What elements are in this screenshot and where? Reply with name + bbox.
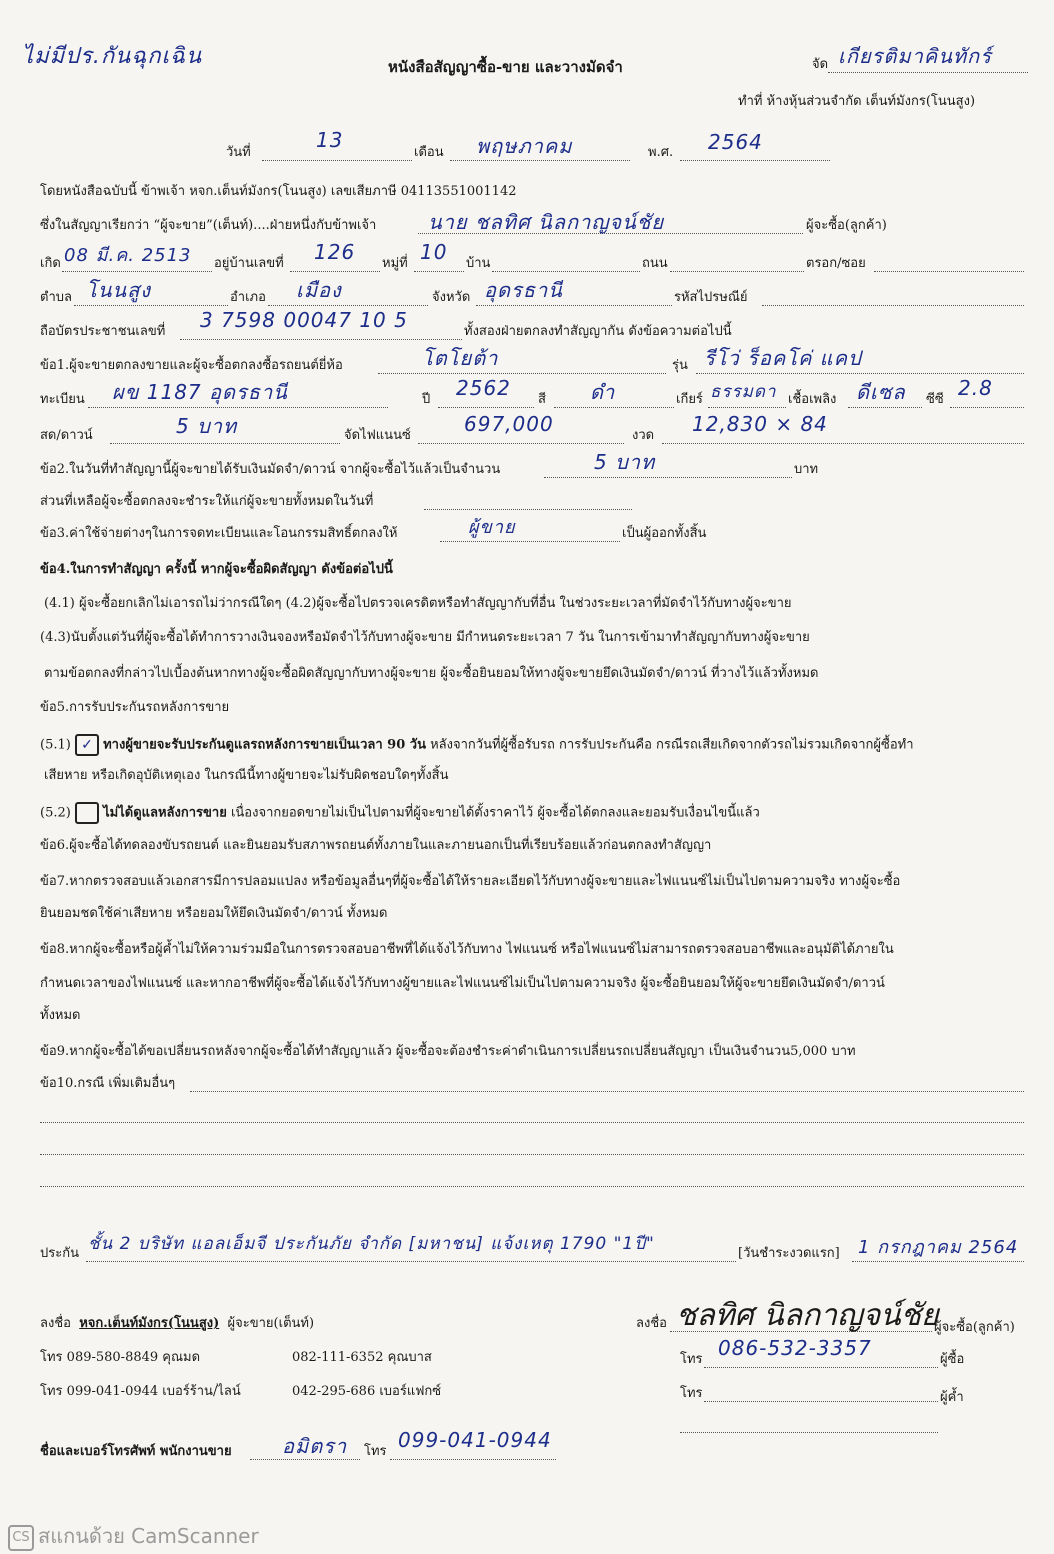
- district-label: อำเภอ: [230, 290, 266, 305]
- house-label: อยู่บ้านเลขที่: [214, 256, 284, 271]
- phone-3: โทร 099-041-0944 เบอร์ร้าน/ไลน์: [40, 1384, 241, 1399]
- year-value: 2564: [708, 130, 763, 154]
- buyer-phone: 086-532-3357: [718, 1336, 872, 1360]
- buyer-sign-role: ผู้จะซื้อ(ลูกค้า): [934, 1320, 1015, 1335]
- vehicle-color: ดำ: [590, 380, 616, 404]
- clause1-label: ข้อ1.ผู้จะขายตกลงขายและผู้จะซื้อตกลงซื้อรถยนต์ยี่ห้อ: [40, 358, 343, 373]
- born-value: 08 มี.ค. 2513: [64, 245, 192, 266]
- clause5-2-rest: เนื่องจากยอดขายไม่เป็นไปตามที่ผู้จะขายได้ตั้งราคาไว้ ผู้จะซื้อได้ตกลงและยอมรับเงื่อนไขนี้แล้ว: [230, 805, 760, 821]
- installment-label: งวด: [632, 428, 655, 443]
- month-value: พฤษภาคม: [476, 134, 573, 158]
- to-label: จัด: [812, 57, 829, 72]
- subdistrict-label: ตำบล: [40, 290, 72, 305]
- clause5-1b: เสียหาย หรือเกิดอุบัติเหตุเอง ในกรณีนี้ทางผู้ขายจะไม่รับผิดชอบใดๆทั้งสิ้น: [44, 768, 449, 783]
- fuel-label: เชื้อเพลิง: [788, 392, 837, 407]
- day-value: 13: [316, 128, 344, 152]
- phone-2: 082-111-6352 คุณบาส: [292, 1350, 432, 1365]
- moo-label: หมู่ที่: [382, 256, 408, 271]
- buyer-sign-label: ลงชื่อ: [636, 1316, 667, 1331]
- camscanner-logo-icon: CS: [8, 1525, 34, 1551]
- clause10: ข้อ10.กรณี เพิ่มเติมอื่นๆ: [40, 1076, 176, 1091]
- province-label: จังหวัด: [432, 290, 471, 305]
- guarantor-phone-label: โทร: [680, 1386, 703, 1401]
- buyer-role: ผู้จะซื้อ(ลูกค้า): [806, 218, 887, 233]
- clause2-b: ส่วนที่เหลือผู้จะซื้อตกลงจะชำระให้แก่ผู้จะขายทั้งหมดในวันที่: [40, 494, 374, 509]
- clause5-2-label: (5.2): [40, 805, 71, 821]
- guarantor-role: ผู้ค้ำ: [940, 1390, 964, 1405]
- month-label: เดือน: [414, 145, 444, 160]
- vehicle-fuel: ดีเซล: [856, 380, 906, 404]
- postcode-label: รหัสไปรษณีย์: [674, 290, 748, 305]
- reg-label: ทะเบียน: [40, 392, 85, 407]
- insurance-label: ประกัน: [40, 1246, 79, 1261]
- to-value: เกียรติมาคินทักร์: [838, 44, 992, 68]
- staff-phone-label: โทร: [364, 1444, 387, 1459]
- village-label: บ้าน: [466, 256, 491, 271]
- no-warranty-checkbox[interactable]: [75, 802, 99, 824]
- clause5-1-label: (5.1): [40, 737, 71, 753]
- vehicle-year: 2562: [456, 376, 511, 400]
- vehicle-down: 5 บาท: [176, 414, 238, 438]
- insurance-value: ชั้น 2 บริษัท แอลเอ็มจี ประกันภัย จำกัด [มหาชน] แจ้งเหตุ 1790 "1ปี": [88, 1234, 655, 1254]
- clause4: ข้อ4.ในการทำสัญญา ครั้งนี้ หากผู้จะซื้อผิดสัญญา ดังข้อต่อไปนี้: [40, 562, 393, 577]
- vehicle-registration: ผข 1187 อุดรธานี: [112, 380, 288, 404]
- first-due-value: 1 กรกฎาคม 2564: [858, 1237, 1019, 1258]
- born-label: เกิด: [40, 256, 61, 271]
- buyer-phone-role: ผู้ซื้อ: [940, 1352, 965, 1367]
- finance-label: จัดไฟแนนซ์: [344, 428, 411, 443]
- clause7a: ข้อ7.หากตรวจสอบแล้วเอกสารมีการปลอมแปลง หรือข้อมูลอื่นๆที่ผู้จะซื้อได้ให้รายละเอียดไว้กับทางผู้จะขายและไฟแนนซ์ไม่เป็นไปตามความจริง ทางผู้จะซื้อ: [40, 874, 901, 889]
- clause4-3b: ตามข้อตกลงที่กล่าวไปเบื้องต้นหากทางผู้จะซื้อผิดสัญญากับทางผู้จะขาย ผู้จะซื้อยินยอมให้ทางผู้จะขายยึดเงินมัดจำ/ดาวน์ ที่วางไว้แล้วทั้งหมด: [44, 666, 819, 681]
- camscanner-text: สแกนด้วย CamScanner: [38, 1524, 259, 1548]
- made-at: ทำที่ ห้างหุ้นส่วนจำกัด เต็นท์มังกร(โนนสูง): [738, 94, 976, 109]
- id-number: 3 7598 00047 10 5: [200, 308, 408, 332]
- buyer-name: นาย ชลทิศ นิลกาญจน์ชัย: [428, 210, 665, 234]
- soi-label: ตรอก/ซอย: [806, 256, 866, 271]
- district-value: เมือง: [296, 278, 342, 302]
- seller-sign-label: ลงชื่อ: [40, 1316, 71, 1331]
- year-label: พ.ศ.: [648, 145, 674, 160]
- color-label: สี: [538, 392, 546, 407]
- clause2-unit: บาท: [794, 462, 819, 477]
- staff-name: อมิตรา: [282, 1434, 348, 1458]
- road-label: ถนน: [642, 256, 668, 271]
- clause2-amount: 5 บาท: [594, 450, 656, 474]
- cc-label: ซีซี: [926, 392, 944, 407]
- moo-value: 10: [420, 240, 448, 264]
- clause2-a: ข้อ2.ในวันที่ทำสัญญานี้ผู้จะขายได้รับเงินมัดจำ/ดาวน์ จากผู้จะซื้อไว้แล้วเป็นจำนวน: [40, 462, 501, 477]
- staff-label: ชื่อและเบอร์โทรศัพท์ พนักงานขาย: [40, 1444, 232, 1459]
- year-field-label: ปี: [422, 392, 431, 407]
- clause7b: ยินยอมชดใช้ค่าเสียหาย หรือยอมให้ยึดเงินมัดจำ/ดาวน์ ทั้งหมด: [40, 906, 388, 921]
- buyer-signature: ชลทิศ นิลกาญจน์ชัย: [676, 1298, 939, 1333]
- clause3-value: ผู้ขาย: [468, 517, 516, 538]
- handwritten-note-top-left: ไม่มีปร.กันฉุกเฉิน: [22, 44, 203, 69]
- clause3-b: เป็นผู้ออกทั้งสิ้น: [622, 526, 707, 541]
- clause5: ข้อ5.การรับประกันรถหลังการขาย: [40, 700, 230, 715]
- province-value: อุดรธานี: [484, 278, 563, 302]
- vehicle-installment: 12,830 × 84: [692, 412, 828, 436]
- vehicle-brand: โตโยต้า: [422, 346, 499, 370]
- clause8c: ทั้งหมด: [40, 1008, 81, 1023]
- seller-name: หจก.เต็นท์มังกร(โนนสูง): [79, 1316, 220, 1331]
- camscanner-watermark: [8, 1520, 259, 1552]
- staff-phone: 099-041-0944: [398, 1428, 552, 1452]
- first-due-label: [วันชำระงวดแรก]: [738, 1246, 840, 1261]
- clause5-2-bold: ไม่ได้ดูแลหลังการขาย: [103, 805, 227, 821]
- model-label: รุ่น: [672, 358, 688, 373]
- clause9: ข้อ9.หากผู้จะซื้อได้ขอเปลี่ยนรถหลังจากผู้จะซื้อได้ทำสัญญาแล้ว ผู้จะซื้อจะต้องชำระค่าดำเนินการเปลี่ยนรถเปลี่ยนสัญญา เป็นเงินจำนวน5,000 บาท: [40, 1044, 856, 1059]
- vehicle-model: รีโว่ ร็อคโค่ แคป: [704, 346, 862, 370]
- clause5-1-bold: ทางผู้ขายจะรับประกันดูแลรถหลังการขายเป็นเวลา 90 วัน: [103, 737, 426, 753]
- vehicle-cc: 2.8: [958, 376, 993, 400]
- clause4-3a: (4.3)นับตั้งแต่วันที่ผู้จะซื้อได้ทำการวางเงินจองหรือมัดจำไว้กับทางผู้จะขาย มีกำหนดระยะเวลา 7 วัน ในการเข้ามาทำสัญญากับทางผู้จะขาย: [40, 630, 810, 645]
- house-value: 126: [314, 240, 356, 264]
- vehicle-finance: 697,000: [464, 412, 554, 436]
- seller-role: ผู้จะขาย(เต็นท์): [227, 1316, 315, 1331]
- buyer-phone-label: โทร: [680, 1352, 703, 1367]
- phone-1: โทร 089-580-8849 คุณมด: [40, 1350, 201, 1365]
- clause8a: ข้อ8.หากผู้จะซื้อหรือผู้ค้ำไม่ให้ความร่วมมือในการตรวจสอบอาชีพที่ได้แจ้งไว้กับทาง ไฟแนนซ์ หรือไฟแนนซ์ไม่สามารถตรวจสอบอาชีพและอนุมัติได้ภายใน: [40, 942, 894, 957]
- seller-sign: [40, 1316, 314, 1332]
- clause5-2: [40, 802, 760, 824]
- clause4-1: (4.1) ผู้จะซื้อยกเลิกไม่เอารถไม่ว่ากรณีใดๆ (4.2)ผู้จะซื้อไปตรวจเครดิตหรือทำสัญญากับที่อื่น ในช่วงระยะเวลาที่มัดจำไว้กับทางผู้จะขาย: [44, 596, 792, 611]
- clause8b: กำหนดเวลาของไฟแนนซ์ และหากอาชีพที่ผู้จะซื้อได้แจ้งไว้กับทางผู้ขายและไฟแนนซ์ไม่เป็นไปตามความจริง ผู้จะซื้อยินยอมให้ผู้จะขายยึดเงินมัดจำ/ดาวน์: [40, 976, 885, 991]
- clause5-1-rest: หลังจากวันที่ผู้ซื้อรับรถ การรับประกันคือ กรณีรถเสียเกิดจากตัวรถไม่รวมเกิดจากผู้ซื้อทำ: [430, 737, 914, 753]
- subdistrict-value: โนนสูง: [86, 278, 152, 302]
- clause6: ข้อ6.ผู้จะซื้อได้ทดลองขับรถยนต์ และยินยอมรับสภาพรถยนต์ทั้งภายในและภายนอกเป็นที่เรียบร้อยแล้วก่อนตกลงทำสัญญา: [40, 838, 712, 853]
- vehicle-gear: ธรรมดา: [710, 382, 777, 402]
- warranty-checkbox[interactable]: ✓: [75, 734, 99, 756]
- gear-label: เกียร์: [676, 392, 703, 407]
- intro-line2: ซึ่งในสัญญาเรียกว่า “ผู้จะขาย”(เต็นท์)....ฝ่ายหนึ่งกับข้าพเจ้า: [40, 218, 377, 233]
- id-label: ถือบัตรประชาชนเลขที่: [40, 324, 166, 339]
- clause5-1: [40, 734, 914, 756]
- day-label: วันที่: [226, 145, 251, 160]
- id-suffix: ทั้งสองฝ่ายตกลงทำสัญญากัน ดังข้อความต่อไปนี้: [464, 324, 732, 339]
- document-title: หนังสือสัญญาซื้อ-ขาย และวางมัดจำ: [388, 58, 623, 76]
- intro-line1: โดยหนังสือฉบับนี้ ข้าพเจ้า หจก.เต็นท์มังกร(โนนสูง) เลขเสียภาษี 04113551001142: [40, 184, 517, 199]
- phone-4: 042-295-686 เบอร์แฟกซ์: [292, 1384, 442, 1399]
- down-label: สด/ดาวน์: [40, 428, 93, 443]
- clause3-a: ข้อ3.ค่าใช้จ่ายต่างๆในการจดทะเบียนและโอนกรรมสิทธิ์ตกลงให้: [40, 526, 398, 541]
